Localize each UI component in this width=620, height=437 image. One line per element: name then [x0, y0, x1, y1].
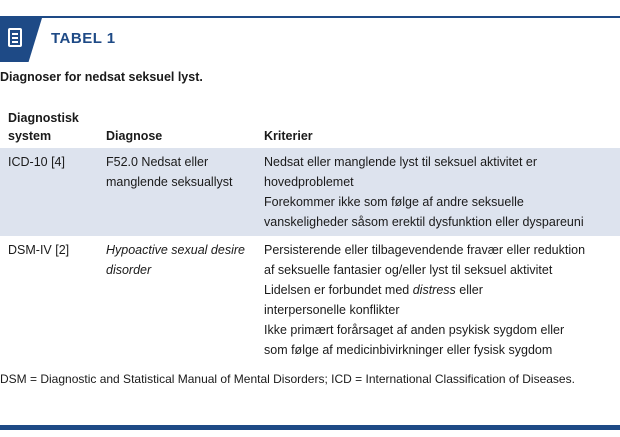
cell-criteria	[264, 240, 616, 360]
footer-rule	[0, 425, 620, 430]
table-row	[0, 236, 620, 366]
diagnosis-table	[0, 108, 620, 366]
table-row	[0, 148, 620, 236]
cell-diagnosis: F52.0 Nedsat eller manglende seksuallyst	[106, 155, 233, 189]
column-header-system-line1: Diagnostisk	[8, 111, 79, 125]
cell-system: DSM-IV [2]	[8, 243, 70, 257]
criteria-line: Persisterende eller tilbagevendende fravær eller reduktion	[264, 243, 586, 257]
criteria-line: Ikke primært forårsaget af anden psykisk sygdom eller	[264, 323, 565, 337]
table-head-row	[0, 108, 620, 148]
column-header-system	[8, 109, 98, 145]
table-title: TABEL 1	[51, 30, 116, 47]
criteria-text: Lidelsen er forbundet med	[264, 283, 413, 297]
document-icon-line	[12, 33, 18, 35]
criteria-line: hovedproblemet	[264, 175, 354, 189]
column-header-diagnosis: Diagnose	[106, 129, 163, 143]
table-header	[0, 16, 620, 62]
criteria-line-distress	[264, 280, 616, 300]
table-caption: Diagnoser for nedsat seksuel lyst.	[0, 70, 203, 84]
document-icon-line	[12, 37, 18, 39]
cell-criteria	[264, 152, 616, 232]
criteria-text: eller	[455, 283, 483, 297]
column-header-criteria: Kriterier	[264, 129, 313, 143]
criteria-emphasis: distress	[412, 283, 456, 297]
criteria-line: vanskeligheder såsom erektil dysfunktion eller dyspareuni	[264, 215, 584, 229]
criteria-line: som følge af medicinbivirkninger eller fysisk sygdom	[264, 343, 553, 357]
criteria-line: af seksuelle fantasier og/eller lyst til seksuel aktivitet	[264, 263, 553, 277]
column-header-system-line2: system	[8, 129, 52, 143]
header-rule	[0, 16, 620, 18]
criteria-line: Nedsat eller manglende lyst til seksuel aktivitet er	[264, 155, 538, 169]
criteria-line: interpersonelle konflikter	[264, 303, 400, 317]
header-tab	[0, 18, 42, 62]
document-icon-line	[12, 41, 18, 43]
criteria-line: Forekommer ikke som følge af andre seksuelle	[264, 195, 524, 209]
document-icon	[8, 28, 22, 47]
cell-system: ICD-10 [4]	[8, 155, 65, 169]
table-footnote: DSM = Diagnostic and Statistical Manual of Mental Disorders; ICD = International Classification of Diseases.	[0, 372, 575, 386]
cell-diagnosis: Hypoactive sexual desire disorder	[106, 243, 245, 277]
